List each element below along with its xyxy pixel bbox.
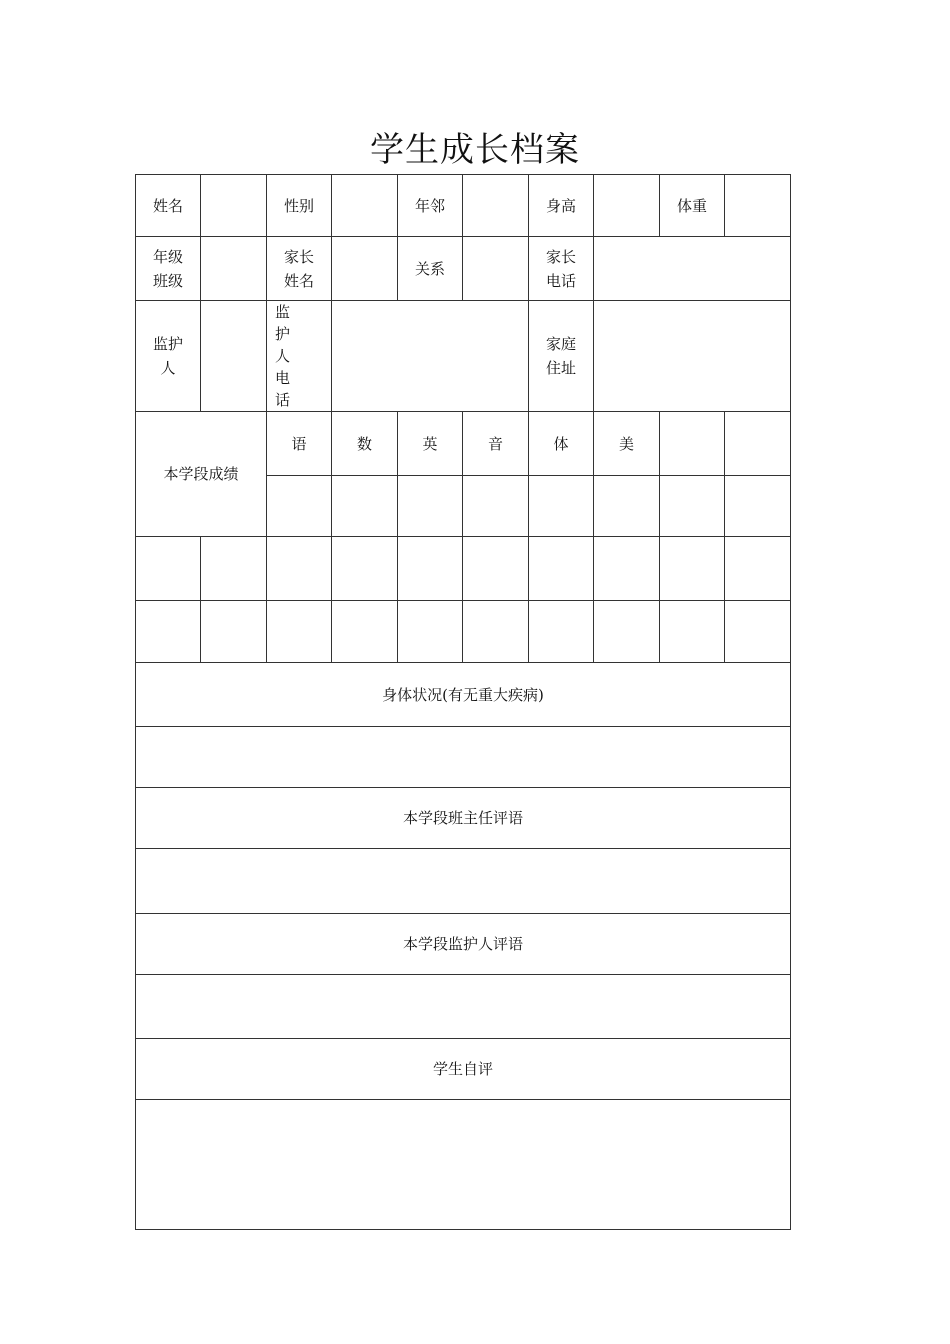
score-cell[interactable] [463,476,529,537]
row-self-eval-content [136,1100,791,1230]
label-home-address: 家庭 住址 [529,301,594,412]
field-guardian-phone[interactable] [332,301,529,412]
grid-cell[interactable] [398,537,463,601]
grid-cell[interactable] [136,537,201,601]
subject-chinese: 语 [267,412,332,476]
teacher-comment-field[interactable] [136,849,791,914]
row-blank-grid [136,537,791,601]
grid-cell[interactable] [594,537,660,601]
grid-cell[interactable] [463,537,529,601]
score-cell[interactable] [529,476,594,537]
section-guardian-comment-title: 本学段监护人评语 [136,914,791,975]
subject-math: 数 [332,412,398,476]
label-guardian: 监护 人 [136,301,201,412]
grid-cell[interactable] [660,537,725,601]
grid-cell[interactable] [725,537,791,601]
field-gender[interactable] [332,175,398,237]
grid-cell[interactable] [398,601,463,663]
score-cell[interactable] [332,476,398,537]
field-home-address[interactable] [594,301,791,412]
grid-cell[interactable] [725,601,791,663]
label-age: 年邻 [398,175,463,237]
label-weight: 体重 [660,175,725,237]
page-title: 学生成长档案 [370,130,580,170]
row-health-header [136,663,791,727]
row-guardian-content [136,975,791,1039]
section-health-title: 身体状况(有无重大疾病) [136,663,791,727]
grid-cell[interactable] [660,601,725,663]
subject-extra-1[interactable] [660,412,725,476]
label-relation: 关系 [398,237,463,301]
label-gender: 性别 [267,175,332,237]
row-guardian-header [136,914,791,975]
grid-cell[interactable] [201,601,267,663]
subject-extra-2[interactable] [725,412,791,476]
row-health-content [136,727,791,788]
grid-cell[interactable] [136,601,201,663]
grid-cell[interactable] [594,601,660,663]
student-record-form [135,174,791,1230]
grid-cell[interactable] [529,601,594,663]
score-cell[interactable] [660,476,725,537]
grid-cell[interactable] [529,537,594,601]
row-scores-subjects [136,412,791,476]
row-self-eval-header [136,1039,791,1100]
guardian-comment-field[interactable] [136,975,791,1039]
row-class-parent [136,237,791,301]
field-parent-phone[interactable] [594,237,791,301]
label-guardian-phone: 监 护 人 电 话 [267,301,332,412]
label-parent-name: 家长 姓名 [267,237,332,301]
label-height: 身高 [529,175,594,237]
section-teacher-comment-title: 本学段班主任评语 [136,788,791,849]
grid-cell[interactable] [332,601,398,663]
field-relation[interactable] [463,237,529,301]
row-teacher-header [136,788,791,849]
label-semester-scores: 本学段成绩 [136,412,267,537]
field-height[interactable] [594,175,660,237]
grid-cell[interactable] [201,537,267,601]
subject-music: 音 [463,412,529,476]
label-parent-phone: 家长 电话 [529,237,594,301]
row-blank-grid [136,601,791,663]
subject-pe: 体 [529,412,594,476]
section-self-eval-title: 学生自评 [136,1039,791,1100]
grid-cell[interactable] [332,537,398,601]
row-teacher-content [136,849,791,914]
field-grade-class[interactable] [201,237,267,301]
label-grade-class: 年级 班级 [136,237,201,301]
subject-art: 美 [594,412,660,476]
subject-english: 英 [398,412,463,476]
row-guardian [136,301,791,412]
health-content-field[interactable] [136,727,791,788]
score-cell[interactable] [725,476,791,537]
field-parent-name[interactable] [332,237,398,301]
score-cell[interactable] [267,476,332,537]
grid-cell[interactable] [267,537,332,601]
label-name: 姓名 [136,175,201,237]
field-name[interactable] [201,175,267,237]
score-cell[interactable] [398,476,463,537]
row-basic-info [136,175,791,237]
grid-cell[interactable] [463,601,529,663]
self-eval-field[interactable] [136,1100,791,1230]
field-guardian[interactable] [201,301,267,412]
grid-cell[interactable] [267,601,332,663]
field-weight[interactable] [725,175,791,237]
field-age[interactable] [463,175,529,237]
score-cell[interactable] [594,476,660,537]
